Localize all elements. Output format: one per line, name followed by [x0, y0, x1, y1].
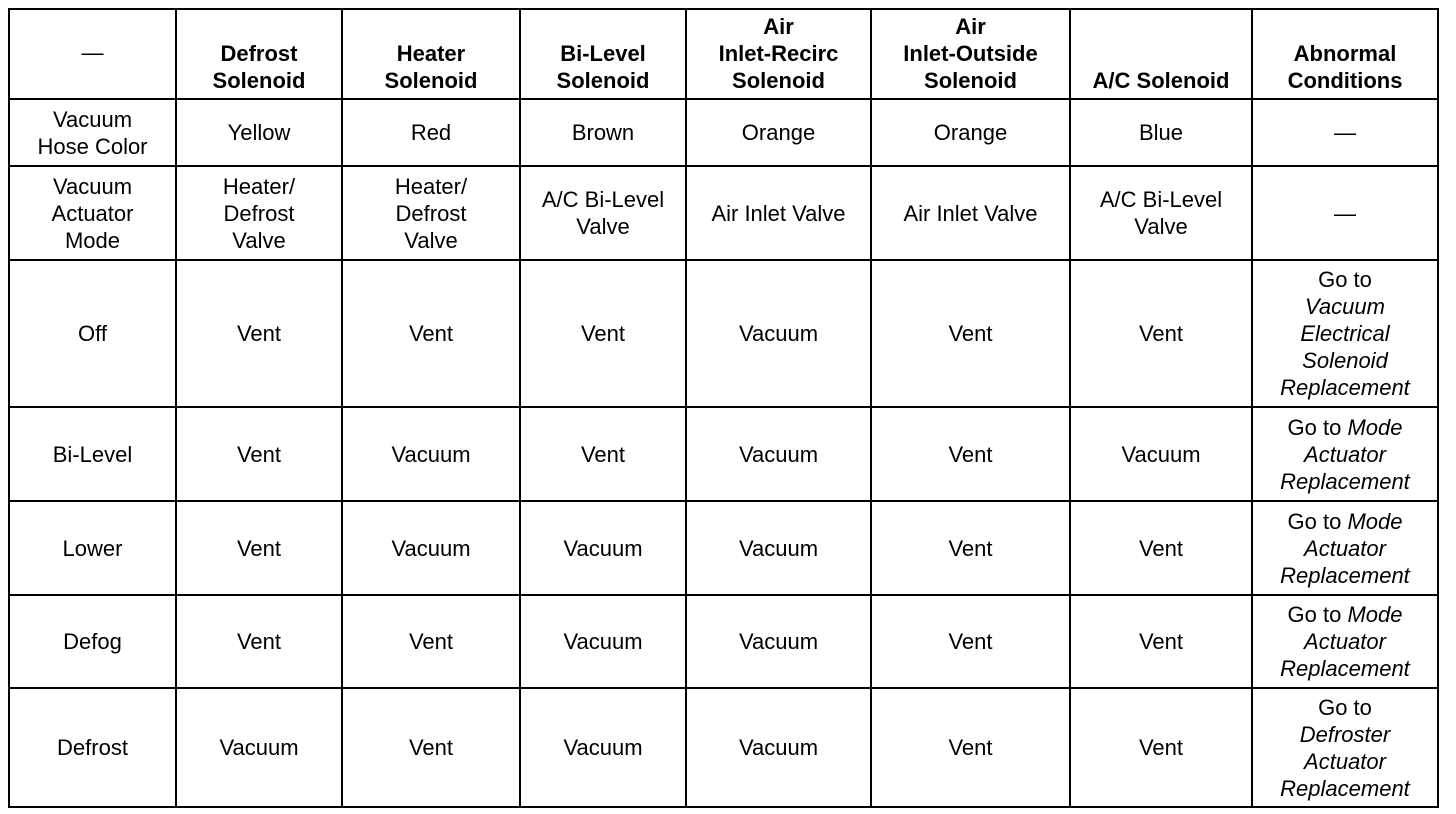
- table-cell: Vacuum: [176, 688, 342, 807]
- row-label: Off: [9, 260, 176, 407]
- table-row: [9, 99, 1438, 166]
- table-row: [9, 166, 1438, 260]
- table-cell: Vent: [871, 595, 1070, 688]
- header-row: [9, 9, 1438, 99]
- abnormal-prefix: —: [1334, 120, 1356, 145]
- abnormal-prefix: Go to: [1318, 694, 1372, 720]
- abnormal-conditions-cell: [1252, 501, 1438, 595]
- abnormal-procedure-reference: Mode Actuator Replacement: [1280, 508, 1410, 588]
- abnormal-procedure-reference: Vacuum Electrical Solenoid Replacement: [1280, 294, 1410, 400]
- table-cell: Vent: [176, 407, 342, 501]
- abnormal-procedure-reference: Mode Actuator Replacement: [1280, 414, 1410, 494]
- row-label: Vacuum Actuator Mode: [9, 166, 176, 260]
- abnormal-conditions-cell: [1252, 166, 1438, 260]
- table-cell: Vent: [342, 260, 520, 407]
- abnormal-procedure-reference: Defroster Actuator Replacement: [1280, 721, 1410, 801]
- table-cell: Blue: [1070, 99, 1252, 166]
- table-cell: Vent: [1070, 501, 1252, 595]
- column-header-heater-solenoid: Heater Solenoid: [342, 9, 520, 99]
- column-header-bi-level-solenoid: Bi-Level Solenoid: [520, 9, 686, 99]
- corner-header: —: [9, 9, 176, 99]
- table-cell: Vacuum: [686, 595, 871, 688]
- abnormal-prefix: Go to: [1287, 602, 1348, 627]
- abnormal-conditions-cell: [1252, 407, 1438, 501]
- abnormal-procedure-reference: Mode Actuator Replacement: [1280, 602, 1410, 681]
- column-header-air-inlet-outside-solenoid: Air Inlet-Outside Solenoid: [871, 9, 1070, 99]
- abnormal-prefix: Go to: [1318, 267, 1372, 292]
- table-cell: Air Inlet Valve: [871, 166, 1070, 260]
- table-cell: Air Inlet Valve: [686, 166, 871, 260]
- table-cell: Vent: [176, 595, 342, 688]
- table-cell: Vent: [520, 260, 686, 407]
- vacuum-solenoid-table: [8, 8, 1439, 808]
- table-cell: Yellow: [176, 99, 342, 166]
- column-header-defrost-solenoid: Defrost Solenoid: [176, 9, 342, 99]
- table-cell: Vacuum: [686, 501, 871, 595]
- row-label: Bi-Level: [9, 407, 176, 501]
- table-cell: Vent: [176, 501, 342, 595]
- row-label: Defrost: [9, 688, 176, 807]
- table-cell: Vent: [871, 501, 1070, 595]
- row-label: Defog: [9, 595, 176, 688]
- abnormal-conditions-cell: [1252, 688, 1438, 807]
- table-cell: Vacuum: [342, 501, 520, 595]
- abnormal-conditions-cell: [1252, 260, 1438, 407]
- table-row: [9, 407, 1438, 501]
- column-header-abnormal-conditions: Abnormal Conditions: [1252, 9, 1438, 99]
- table-cell: Brown: [520, 99, 686, 166]
- abnormal-conditions-cell: [1252, 595, 1438, 688]
- abnormal-prefix: Go to: [1287, 508, 1348, 534]
- column-header-air-inlet-recirc-solenoid: Air Inlet-Recirc Solenoid: [686, 9, 871, 99]
- table-cell: Heater/ Defrost Valve: [342, 166, 520, 260]
- table-cell: A/C Bi-Level Valve: [1070, 166, 1252, 260]
- table-cell: Vacuum: [520, 501, 686, 595]
- table-cell: Vacuum: [342, 407, 520, 501]
- abnormal-prefix: Go to: [1287, 414, 1348, 440]
- table-cell: Vent: [871, 260, 1070, 407]
- table-cell: Vacuum: [520, 688, 686, 807]
- table-row: [9, 688, 1438, 807]
- table-cell: Vent: [176, 260, 342, 407]
- table-cell: Vacuum: [520, 595, 686, 688]
- table-cell: Red: [342, 99, 520, 166]
- column-header-ac-solenoid: A/C Solenoid: [1070, 9, 1252, 99]
- table-row: [9, 501, 1438, 595]
- table-cell: Vacuum: [686, 407, 871, 501]
- table-row: [9, 595, 1438, 688]
- row-label: Vacuum Hose Color: [9, 99, 176, 166]
- table-cell: Vent: [871, 688, 1070, 807]
- table-cell: Vacuum: [686, 688, 871, 807]
- table-cell: Vent: [520, 407, 686, 501]
- row-label: Lower: [9, 501, 176, 595]
- table-cell: Vent: [342, 595, 520, 688]
- table-cell: Vent: [1070, 260, 1252, 407]
- table-cell: Vacuum: [1070, 407, 1252, 501]
- table-cell: Vent: [871, 407, 1070, 501]
- table-row: [9, 260, 1438, 407]
- table-cell: Vent: [1070, 595, 1252, 688]
- table-cell: Vent: [342, 688, 520, 807]
- abnormal-prefix: —: [1334, 200, 1356, 226]
- table-cell: Orange: [686, 99, 871, 166]
- table-cell: Vacuum: [686, 260, 871, 407]
- table-cell: A/C Bi-Level Valve: [520, 166, 686, 260]
- abnormal-conditions-cell: [1252, 99, 1438, 166]
- table-cell: Orange: [871, 99, 1070, 166]
- table-body: [9, 99, 1438, 807]
- table-cell: Heater/ Defrost Valve: [176, 166, 342, 260]
- table-cell: Vent: [1070, 688, 1252, 807]
